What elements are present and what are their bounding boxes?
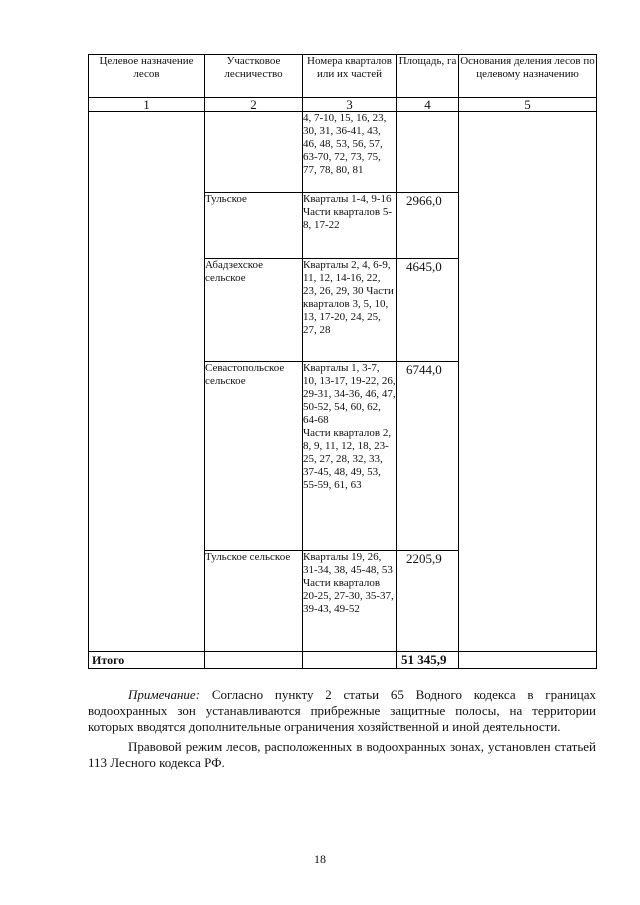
total-row	[89, 652, 597, 669]
note-text: Согласно пункту 2 статьи 65 Водного кодекса в границах водоохранных зон устанавливаются прибрежные защитные полосы, на территории которых вводятся дополнительные ограничения хозяйственной и иной деятельности.	[88, 687, 597, 734]
quarters-cell	[303, 551, 397, 652]
quarters-cell: Кварталы 2, 4, 6-9, 11, 12, 14-16, 22, 23, 26, 29, 30 Части кварталов 3, 5, 10, 13, 17-20, 24, 25, 27, 28	[303, 259, 397, 362]
quarters-full: Кварталы 1-4, 9-16	[303, 193, 392, 205]
quarters-cell	[303, 362, 397, 551]
area-cell	[397, 193, 459, 259]
column-number: 5	[459, 98, 597, 112]
table-row	[89, 112, 597, 193]
district-cell	[205, 112, 303, 193]
column-number: 2	[205, 98, 303, 112]
header-district: Участковое лесничество	[205, 55, 303, 98]
area-cell	[397, 112, 459, 193]
area-cell	[397, 362, 459, 551]
area-value: 2966,0	[406, 193, 442, 208]
note-label: Примечание:	[128, 687, 201, 702]
total-empty	[459, 652, 597, 669]
area-value: 2205,9	[406, 551, 442, 566]
quarters-parts: Части кварталов 20-25, 27-30, 35-37, 39-43, 49-52	[303, 577, 394, 615]
column-number: 4	[397, 98, 459, 112]
total-area: 51 345,9	[397, 652, 459, 669]
page-number: 18	[314, 852, 326, 866]
header-quarters: Номера кварталов или их частей	[303, 55, 397, 98]
district-cell: Тульское	[205, 193, 303, 259]
quarters-cell	[303, 193, 397, 259]
column-number-row	[89, 98, 597, 112]
area-value: 4645,0	[406, 259, 442, 274]
area-cell	[397, 551, 459, 652]
header-purpose: Целевое назначение лесов	[89, 55, 205, 98]
quarters-cell: 4, 7-10, 15, 16, 23, 30, 31, 36-41, 43, 46, 48, 53, 56, 57, 63-70, 72, 73, 75, 77, 78, 80, 81	[303, 112, 397, 193]
column-number: 3	[303, 98, 397, 112]
area-cell	[397, 259, 459, 362]
total-empty	[303, 652, 397, 669]
district-cell: Севастопольское сельское	[205, 362, 303, 551]
district-cell: Абадзехское сельское	[205, 259, 303, 362]
total-label: Итого	[89, 652, 205, 669]
purpose-cell	[89, 112, 205, 652]
header-area: Площадь, га	[397, 55, 459, 98]
note-paragraph	[88, 687, 596, 735]
forest-purpose-table	[88, 54, 597, 669]
area-value: 6744,0	[406, 362, 442, 377]
legal-regime-paragraph: Правовой режим лесов, расположенных в водоохранных зонах, установлен статьей 113 Лесного кодекса РФ.	[88, 739, 596, 770]
quarters-full: Кварталы 19, 26, 31-34, 38, 45-48, 53	[303, 551, 393, 576]
column-number: 1	[89, 98, 205, 112]
header-basis: Основания деления лесов по целевому назначению	[459, 55, 597, 98]
district-cell: Тульское сельское	[205, 551, 303, 652]
table-header-row	[89, 55, 597, 98]
total-empty	[205, 652, 303, 669]
quarters-full: Кварталы 1, 3-7, 10, 13-17, 19-22, 26, 29-31, 34-36, 46, 47, 50-52, 54, 60, 62, 64-68	[303, 362, 396, 426]
basis-cell	[459, 112, 597, 652]
note-block	[88, 687, 596, 771]
quarters-parts: Части кварталов 2, 8, 9, 11, 12, 18, 23-25, 27, 28, 32, 33, 37-45, 48, 49, 53, 55-59, 61, 63	[303, 427, 392, 491]
quarters-parts: Части кварталов 5-8, 17-22	[303, 206, 393, 231]
